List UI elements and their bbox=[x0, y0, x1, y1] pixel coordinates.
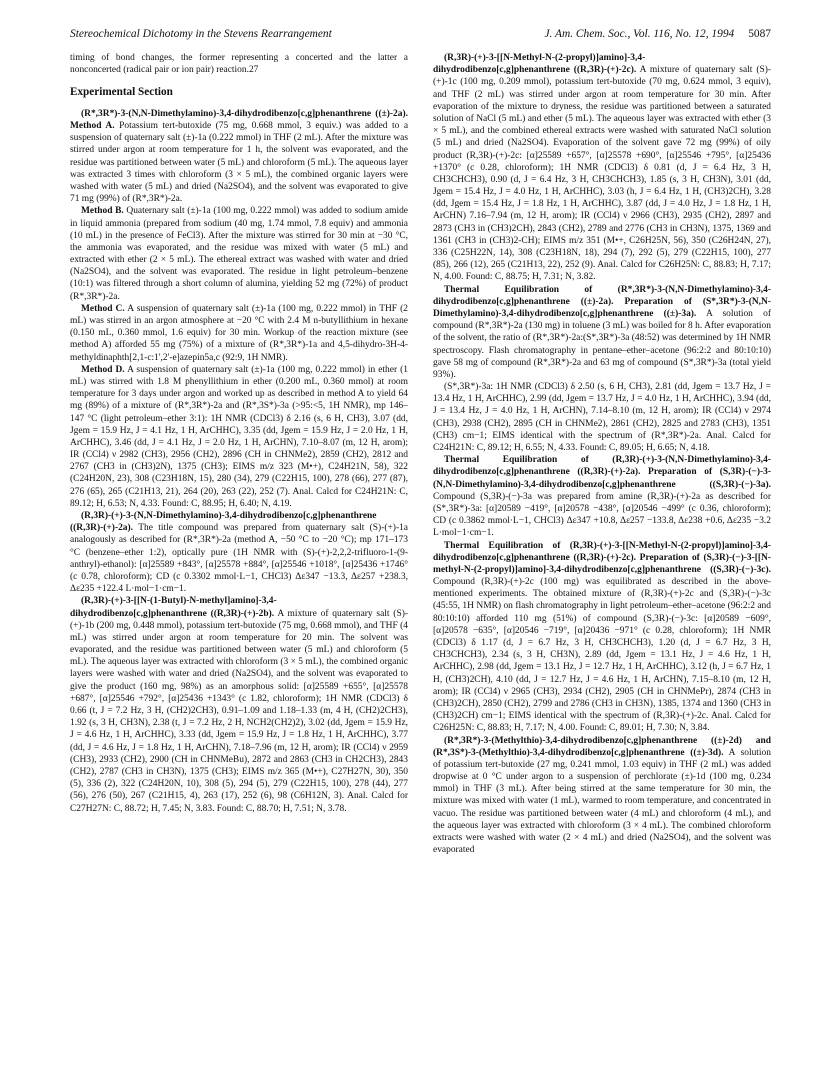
paragraph bbox=[70, 595, 408, 814]
paragraph bbox=[433, 454, 771, 539]
journal-name: J. Am. Chem. Soc., Vol. 116, No. 12, 1994 bbox=[544, 28, 735, 40]
paragraph bbox=[433, 284, 771, 382]
paragraph-heading: Thermal Equilibration of (R,3R)-(+)-3-[[N-Methyl-N-(2-propyl)]amino]-3,4-dihydrodibenzo[c,g]phenanthrene ((R,3R)-(+)-2c). Preparation of (S,3R)-(−)-3-[[N-methyl-N-(2-propyl)]amino]-3,4-dihydrodibenzo[c,g]phenanthrene ((S,3R)-(−)-3c). bbox=[433, 540, 771, 575]
paragraph-heading: (R,3R)-(+)-3-(N,N-Dimethylamino)-3,4-dihydrodibenzo[c,g]phenanthrene ((R,3R)-(+)-2a). bbox=[70, 511, 377, 534]
section-title: Experimental Section bbox=[70, 86, 173, 99]
paragraph-text: A solution of compound (R*,3R*)-2a (130 mg) in toluene (3 mL) was boiled for 8 h. After evaporation of the solvent, the ratio of (R*,3R*)-2a:(S*,3R*)-3a (48:52) was determined by 1H NMR spectroscopy. Flash chromatography in pentane–ether–acetone (96:2:2 and 80:10:10) gave 58 mg of compound (R*,3R*)-2a and 63 mg of compound (S*,3R*)-3a (total yield 93%). bbox=[433, 308, 771, 380]
paragraph bbox=[433, 540, 771, 735]
paragraph bbox=[70, 205, 408, 303]
running-title: Stereochemical Dichotomy in the Stevens Rearrangement bbox=[70, 28, 332, 40]
paragraph-text: A suspension of quaternary salt (±)-1a (100 mg, 0.222 mmol) in THF (2 mL) was stirred in an argon atmosphere at −20 °C with 2.4 M n-butyllithium in hexane (0.150 mL, 0.360 mmol, 1.6 equiv) for 30 min. Workup of the reaction mixture (see method A) afforded 55 mg (75%) of a mixture of (R*,3R*)-1a and 4,5-dihydro-3H-4-methyldinaphth[2,1-c:1',2'-e]azepin5a,c (92:9, 1H NMR). bbox=[70, 303, 408, 363]
running-header bbox=[70, 28, 771, 44]
paragraph bbox=[70, 108, 408, 206]
paragraph-text: Quaternary salt (±)-1a (100 mg, 0.222 mmol) was added to sodium amide in liquid ammonia (prepared from sodium (40 mg, 1.74 mmol, 7.8 equiv) and ammonia (10 mL) in the presence of FeCl3). After the mixture was stirred for 30 min at −30 °C, the ammonia was evaporated, and the residue was mixed with water (5 mL) and extracted with ether (2 × 5 mL). The ethereal extract was washed with water and dried (Na2SO4), and the solvent was evaporated. The residue in light petroleum–benzene (10:1) was filtered through a short column of alumina, yielding 52 mg (72%) of product (R*,3R*)-2a. bbox=[70, 206, 408, 302]
paragraph-text: Compound (R,3R)-(+)-2c (100 mg) was equilibrated as described in the above-mentioned experiments. The obtained mixture of (R,3R)-(+)-2c and (S,3R)-(−)-3c (45:55, 1H NMR) on flash chromatography in light petroleum–ether–acetone (96:2:2 and 80:10:10) afforded 110 mg (51%) of compound (S,3R)-(−)-3c: [α]20589 −609°, [α]20578 −635°, [α]20546 −719°, [α]20436 −971° (c 0.28, chloroform); 1H NMR (CDCl3) δ 1.17 (d, J = 6.7 Hz, 3 H, CH3CHCH3), 1.20 (d, J = 6.7 Hz, 3 H, CH3CHCH3), 2.34 (s, 3 H, CH3N), 2.89 (dd, Jgem = 13.1 Hz, J = 4.6 Hz, 1 H, ArCHHC), 2.98 (dd, Jgem = 13.1 Hz, J = 12.7 Hz, 1 H, ArCHHC), 3.12 (h, J = 6.7 Hz, 1 H, (CH3)2CH), 4.10 (dd, J = 12.7 Hz, J = 4.6 Hz, 1 H, ArCHN), 7.15–8.10 (m, 12 H, arom); IR (CCl4) ν 2965 (CH3), 2934 (CH2), 2905 (CH in CHNMePr), 2874 (CH3 in (CH3)2CH), 2850 (CH2), 2799 and 2786 (CH3 in CH3N), 1385, 1374 and 1360 (CH3 in (CH3)2CH) cm−1; EIMS identical with the spectrum of (R,3R)-(+)-2c. Anal. Calcd for C26H25N: C, 88.83; H, 7.17; N, 4.00. Found: C, 89.01; H, 7.30; N, 3.84. bbox=[433, 577, 771, 734]
paragraph-text: A suspension of quaternary salt (±)-1a (100 mg, 0.222 mmol) in ether (1 mL) was stirred with 1.8 M phenyllithium in ether (0.200 mL, 0.360 mmol) at room temperature for 3 days under argon and worked up as described in method A to yield 64 mg (89%) of a mixture of (R*,3R*)-2a and (R*,3S*)-3a (>95:<5, 1H NMR), mp 146–147 °C (light petroleum–ether 3:1): 1H NMR (CDCl3) δ 2.16 (s, 6 H, CH3), 3.07 (dd, Jgem = 15.9 Hz, J = 4.1 Hz, 1 H, ArCHHC), 3.35 (dd, Jgem = 15.9 Hz, J = 2.0 Hz, 1 H, ArCHHC), 3.46 (dd, J = 4.1 Hz, J = 2.0 Hz, 1 H, ArCHN), 7.10–8.07 (m, 12 H, arom); IR (CCl4) ν 2982 (CH3), 2956 (CH2), 2896 (CH in CHNMe2), 2859 (CH2), 2812 and 2767 (CH3 in (CH3)2N), 1375 (CH3); EIMS m/z 323 (M•+), C24H21N, 58), 322 (C24H20N, 23), 308 (C23H18N, 15), 280 (34), 279 (C22H15, 100), 278 (66), 277 (87), 276 (65), 265 (C21H13, 21), 264 (20), 263 (22), 252 (7). Anal. Calcd for C24H21N: C, 89.12; H, 6.53; N, 4.33. Found: C, 88.95; H, 6.40; N, 4.19. bbox=[70, 364, 408, 509]
paragraph-text: A mixture of quaternary salt (S)-(+)-1c (100 mg, 0.209 mmol), potassium tert-butoxide (70 mg, 0.624 mmol, 3 equiv), and THF (2 mL) was stirred under argon at room temperature for 30 min. After evaporation of the mixture to dryness, the residue was partitioned between a saturated solution of NaCl (5 mL) and ether (5 mL). The aqueous layer was extracted with ether (3 × 5 mL), and the combined ethereal extracts were washed with saturated NaCl solution (5 mL) and dried (Na2SO4). Evaporation of the solvent gave 72 mg (99%) of oily product (R,3R)-(+)-2c: [α]25589 +657°, [α]25578 +690°, [α]25546 +795°, [α]25436 +1370° (c 0.28, chloroform); 1H NMR (CDCl3) δ 0.81 (d, J = 6.4 Hz, 3 H, CH3CHCH3), 0.90 (d, J = 6.4 Hz, 3 H, CH3CHCH3), 1.85 (s, 3 H, CH3N), 3.01 (dd, Jgem = 15.4 Hz, J = 4.0 Hz, 1 H, ArCHHC), 3.03 (h, J = 6.4 Hz, 1 H, (CH3)2CH), 3.28 (dd, Jgem = 15.4 Hz, J = 1.8 Hz, 1 H, ArCHHC), 3.87 (dd, J = 4.0 Hz, J = 1.8 Hz, 1 H, ArCHN) 7.16–7.94 (m, 12 H, arom); IR (CCl4) ν 2966 (CH3), 2935 (CH2), 2897 and 2873 (CH3 in (CH3)2CH), 2843 (CH2), 2789 and 2776 (CH3 in CH3N), 1375, 1369 and 1361 (CH3 in (CH3)2-CH); EIMS m/z 351 (M•+, C26H25N, 56), 350 (C26H24N, 27), 336 (C25H22N, 14), 308 (C23H18N, 18), 294 (7), 292 (5), 279 (C22H15, 100), 277 (85), 266 (12), 265 (C21H13, 22), 252 (9). Anal. Calcd for C26H25N: C, 88.83; H, 7.17; N, 4.00. Found: C, 88.75; H, 7.31; N, 3.82. bbox=[433, 65, 771, 283]
paragraph bbox=[70, 364, 408, 510]
paragraph-text: A mixture of quaternary salt (S)-(+)-1b (200 mg, 0.448 mmol), potassium tert-butoxide (75 mg, 0.668 mmol), and THF (4 mL) was stirred under argon at room temperature for 20 min. The solvent was evaporated, and the residue was partitioned between water (5 mL) and chloroform (5 mL). The aqueous layer was extracted with chloroform (3 × 5 mL), the combined organic layers were washed with water and dried (Na2SO4), and the solvent was evaporated to give the product (160 mg, 98%) as an amorphous solid: [α]25589 +655°, [α]25578 +687°, [α]25546 +792°, [α]25436 +1343° (c 1.82, chloroform); 1H NMR (CDCl3) δ 0.66 (t, J = 7.2 Hz, 3 H, (CH2)2CH3), 0.91–1.09 and 1.18–1.33 (m, 4 H, (CH2)2CH3), 1.92 (s, 3 H, CH3N), 2.38 (t, J = 7.2 Hz, 2 H, NCH2(CH2)2), 3.02 (dd, Jgem = 15.9 Hz, J = 4.6 Hz, 1 H, ArCHHC), 3.33 (dd, Jgem = 15.9 Hz, J = 1.8 Hz, 1 H, ArCHHC), 3.77 (dd, J = 4.6 Hz, J = 1.8 Hz, 1 H, ArCHN), 7.18–7.96 (m, 12 H, arom); IR (CCl4) ν 2959 (CH3), 2933 (CH2), 2900 (CH in CHNMeBu), 2872 and 2863 (CH3 in CH2CH3), 2843 (CH2), 2787 (CH3 in CH3N), 1375 (CH3); EIMS m/z 365 (M•+), C27H27N, 30), 350 (5), 336 (2), 322 (C24H20N, 10), 308 (5), 294 (5), 279 (C22H15, 100), 278 (44), 277 (56), 276 (50), 267 (C21H15, 4), 263 (17), 252 (6), 98 (C6H12N, 3). Anal. Calcd for C27H27N: C, 88.72; H, 7.45; N, 3.83. Found: C, 88.70; H, 7.51; N, 3.78. bbox=[70, 608, 408, 814]
paragraph-heading: (R*,3R*)-3-(N,N-Dimethylamino)-3,4-dihydrodibenzo[c,g]phenanthrene ((±)-2a). Method A. bbox=[70, 108, 408, 131]
paragraph-heading: (R,3R)-(+)-3-[[N-(1-Butyl)-N-methyl]amino]-3,4-dihydrodibenzo[c,g]phenanthrene ((R,3R)-(+)-2b). bbox=[70, 596, 277, 619]
paragraph-heading: Thermal Equilibration of (R,3R)-(+)-3-(N,N-Dimethylamino)-3,4-dihydrodibenzo[c,g]phenanthrene ((R,3R)-(+)-2a). Preparation of (S,3R)-(−)-3-(N,N-Dimethylamino)-3,4-dihydrodibenzo[c,g]phenanthrene ((S,3R)-(−)-3a). bbox=[433, 455, 771, 490]
paragraph-heading: Method B. bbox=[81, 206, 124, 217]
paragraph-heading: (R,3R)-(+)-3-[[N-Methyl-N-(2-propyl)]amino]-3,4-dihydrodibenzo[c,g]phenanthrene ((R,3R)-(+)-2c). bbox=[433, 53, 646, 76]
paragraph-heading: Method D. bbox=[81, 364, 125, 375]
right-column bbox=[433, 52, 771, 1060]
left-column bbox=[70, 52, 408, 1060]
intro-paragraph: timing of bond changes, the former representing a concerted and the latter a nonconcerted (radical pair or ion pair) reaction.27 bbox=[70, 53, 408, 76]
paragraph bbox=[433, 735, 771, 857]
paragraph bbox=[433, 381, 771, 454]
paragraph bbox=[70, 510, 408, 595]
paragraph-heading: Method C. bbox=[81, 303, 125, 314]
paragraph-text: Compound (S,3R)-(−)-3a was prepared from amine (R,3R)-(+)-2a as described for (S*,3R*)-3a: [α]20589 −419°, [α]20578 −438°, [α]20546 −499° (c 0.36, chloroform); CD (c 0.3862 mmol·L−1, CHCl3) Δε347 +10.8, Δε257 −133.8, Δε238 +0.6, Δε235 −3.2 L·mol−1·cm−1. bbox=[433, 491, 771, 539]
journal-citation bbox=[544, 28, 771, 40]
page-number: 5087 bbox=[748, 28, 771, 40]
paragraph-text: (S*,3R*)-3a: 1H NMR (CDCl3) δ 2.50 (s, 6 H, CH3), 2.81 (dd, Jgem = 13.7 Hz, J = 13.4 Hz, 1 H, ArCHHC), 2.99 (dd, Jgem = 13.7 Hz, J = 4.0 Hz, 1 H, ArCHHC), 3.94 (dd, J = 13.4 Hz, J = 4.0 Hz, 1 H, ArCHN), 7.14–8.10 (m, 12 H, arom); IR (CCl4) ν 2974 (CH3), 2938 (CH2), 2895 (CH in CHNMe2), 2861 (CH2), 2825 and 2783 (CH3), 1351 (CH3) cm−1; EIMS identical with the spectrum of (R*,3R*)-2a. Anal. Calcd for C24H21N: C, 89.12; H, 6.55; N, 4.33. Found: C, 89.05; H, 6.65; N, 4.18. bbox=[433, 382, 771, 453]
paragraph-text: Potassium tert-butoxide (75 mg, 0.668 mmol, 3 equiv.) was added to a suspension of quaternary salt (±)-1a (0.222 mmol) in THF (2 mL). After the mixture was stirred under argon at room temperature for 1 h, the solvent was evaporated, and the residue was partitioned between water (5 mL) and chloroform (5 mL). The aqueous layer was extracted 3 times with chloroform (3 × 5 mL), the combined organic layers were washed with water (5 mL) and dried (Na2SO4), and the solvent was evaporated to give 71 mg (99%) of (R*,3R*)-2a. bbox=[70, 121, 408, 205]
paragraph-heading: (R*,3R*)-3-(Methylthio)-3,4-dihydrodibenzo[c,g]phenanthrene ((±)-2d) and (R*,3S*)-3-(Methylthio)-3,4-dihydrodibenzo[c,g]phenanthrene ((±)-3d). bbox=[433, 735, 771, 758]
paragraph-heading: Thermal Equilibration of (R*,3R*)-3-(N,N-Dimethylamino)-3,4-dihydrodibenzo[c,g]phenanthrene ((±)-2a). Preparation of (S*,3R*)-3-(N,N-Dimethylamino)-3,4-dihydrodibenzo[c,g]phenanthrene ((±)-3a). bbox=[433, 284, 771, 319]
paragraph-text: The title compound was prepared from quaternary salt (S)-(+)-1a analogously as described for (R*,3R*)-2a (method A, −50 °C to −20 °C); mp 171–173 °C (benzene–ether 1:2), optically pure (1H NMR with (S)-(+)-2,2,2-trifluoro-1-(9-anthryl)-ethanol): [α]25589 +843°, [α]25578 +884°, [α]25546 +1018°, [α]25436 +1746° (c 0.78, chloroform); CD (c 0.3302 mmol·L−1, CHCl3) Δε347 −13.3, Δε257 +238.3, Δε235 +122.4 L·mol−1·cm−1. bbox=[70, 523, 408, 595]
paragraph bbox=[70, 303, 408, 364]
paragraph-text: A solution of potassium tert-butoxide (27 mg, 0.241 mmol, 1.03 equiv) in THF (2 mL) was added dropwise at 0 °C under argon to a suspension of perchlorate (±)-1d (100 mg, 0.234 mmol) in THF (3 mL). After being stirred at the same temperature for 30 min, the mixture was mixed with water (1 mL), warmed to room temperature, and concentrated in vacuo. The residue was partitioned between water (4 mL) and chloroform (4 mL), and the aqueous layer was extracted with chloroform (3 × 4 mL). The combined chloroform extracts were washed with water (2 × 4 mL) and dried (Na2SO4), and the solvent was evaporated bbox=[433, 747, 771, 856]
paragraph bbox=[433, 52, 771, 284]
